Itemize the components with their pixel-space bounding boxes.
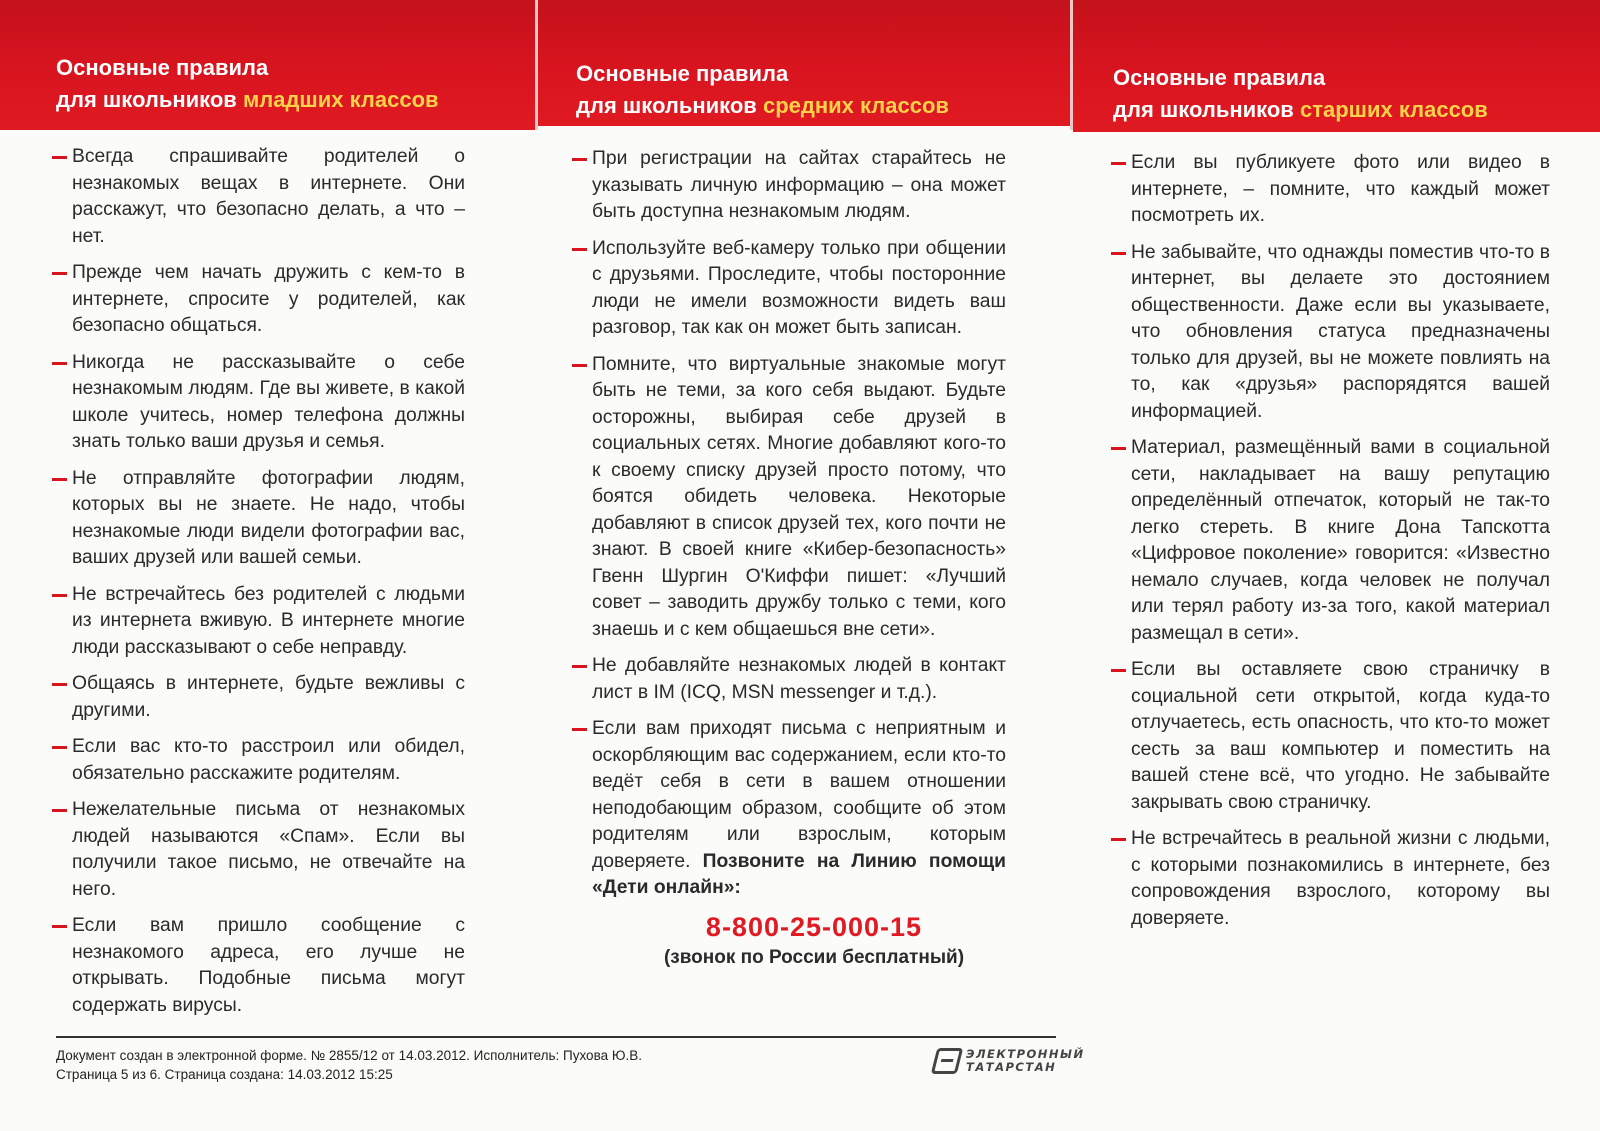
footer-line-2: Страница 5 из 6. Страница создана: 14.03.2012 15:25 [56, 1067, 393, 1082]
rule-item [572, 352, 1006, 644]
header-title-line1: Основные правила [56, 55, 269, 80]
rule-item [52, 734, 465, 787]
dash-bullet-icon [572, 665, 587, 668]
rule-item [52, 350, 465, 456]
dash-bullet-icon [52, 156, 67, 159]
rule-item [1111, 435, 1550, 647]
rules-list [0, 144, 535, 1019]
rule-text: Если вас кто-то расстроил или обидел, обязательно расскажите родителям. [72, 736, 465, 784]
footer-divider [56, 1036, 1056, 1038]
dash-bullet-icon [52, 925, 67, 928]
rule-text: Всегда спрашивайте родителей о незнакомых вещах в интернете. Они расскажут, что безопасно делать, а что – нет. [72, 146, 465, 247]
rule-item [572, 146, 1006, 226]
logo-text-line1: ЭЛЕКТРОННЫЙ [966, 1047, 1085, 1061]
rule-item [52, 797, 465, 903]
helpline-phone: 8-800-25-000-15 [705, 911, 923, 942]
rule-item [1111, 240, 1550, 426]
dash-bullet-icon [572, 364, 587, 367]
rule-text: Не встречайтесь в реальной жизни с людьми, с которыми познакомились в интернете, без сопровождения взрослого, которому вы доверяете. [1131, 828, 1550, 929]
dash-bullet-icon [52, 594, 67, 597]
helpline-call-text: Позвоните на Линию помощи «Дети онлайн»: [592, 850, 1006, 898]
rule-text: Нежелательные письма от незнакомых людей называются «Спам». Если вы получили такое письмо, не отвечайте на него. [72, 799, 465, 900]
rules-list [1073, 150, 1600, 932]
dash-bullet-icon [572, 158, 587, 161]
logo-text-line2: ТАТАРСТАН [966, 1060, 1057, 1074]
rules-list [538, 146, 1070, 902]
column-header [0, 0, 535, 130]
rule-text: Если вам приходят письма с неприятным и оскорбляющим вас содержанием, если кто-то ведёт себя в сети в вашем отношении неподобающим образом, сообщите об этом родителям или взрослым, которым доверяете. [592, 718, 1006, 872]
rule-text: Не встречайтесь без родителей с людьми из интернета вживую. В интернете многие люди рассказывают о себе неправду. [72, 583, 465, 658]
logo-text [966, 1048, 1085, 1074]
logo-mark-icon [931, 1048, 963, 1074]
rule-text: Если вы оставляете свою страничку в социальной сети открытой, когда куда-то отлучаетесь, есть опасность, что кто-то может сесть за ваш компьютер и поместить на вашей стене всё, что угодно. Не забывайте закрывать свою страничку. [1131, 659, 1550, 813]
header-title-line2 [1113, 94, 1600, 126]
rule-item [52, 671, 465, 724]
rule-item [572, 716, 1006, 902]
dash-bullet-icon [572, 728, 587, 731]
dash-bullet-icon [572, 248, 587, 251]
electronic-tatarstan-logo [934, 1048, 1085, 1074]
dash-bullet-icon [52, 809, 67, 812]
dash-bullet-icon [1111, 162, 1126, 165]
rule-item [572, 236, 1006, 342]
column-senior [1073, 0, 1600, 942]
dash-bullet-icon [1111, 447, 1126, 450]
column-middle [538, 0, 1070, 969]
dash-bullet-icon [52, 362, 67, 365]
rule-item [52, 582, 465, 662]
rule-item [572, 653, 1006, 706]
rule-text: Никогда не рассказывайте о себе незнакомым людям. Где вы живете, в какой школе учитесь, номер телефона должны знать только ваши друзья и семья. [72, 351, 465, 452]
rule-text: Не отправляйте фотографии людям, которых вы не знаете. Не надо, чтобы незнакомые люди видели фотографии вас, ваших друзей или вашей семьи. [72, 467, 465, 568]
rule-item [52, 913, 465, 1019]
header-title-line1: Основные правила [576, 61, 789, 86]
rule-item [1111, 150, 1550, 230]
dash-bullet-icon [1111, 252, 1126, 255]
dash-bullet-icon [52, 683, 67, 686]
rule-text: Если вам пришло сообщение с незнакомого адреса, его лучше не открывать. Подобные письма могут содержать вирусы. [72, 915, 465, 1016]
header-title-accent: старших классов [1299, 97, 1488, 122]
header-title-accent: младших классов [242, 87, 439, 112]
dash-bullet-icon [52, 478, 67, 481]
rule-text: При регистрации на сайтах старайтесь не указывать личную информацию – она может быть доступна незнакомым людям. [592, 148, 1006, 222]
helpline-note: (звонок по России бесплатный) [663, 946, 965, 968]
header-title-accent: средних классов [762, 93, 949, 118]
document-footer [56, 1046, 642, 1084]
rule-text: Не добавляйте незнакомых людей в контакт лист в IM (ICQ, MSN messenger и т.д.). [592, 655, 1006, 703]
column-header [1073, 0, 1600, 132]
rule-text: Если вы публикуете фото или видео в интернете, – помните, что каждый может посмотреть их. [1131, 152, 1550, 226]
column-header [538, 0, 1070, 126]
dash-bullet-icon [1111, 669, 1126, 672]
rule-text: Не забывайте, что однажды поместив что-то в интернет, вы делаете это достоянием общественности. Даже если вы указываете, что обновления статуса предназначены только для друзей, вы не можете повлиять на то, как «друзья» распорядятся вашей информацией. [1131, 241, 1550, 422]
rule-item [52, 144, 465, 250]
rule-item [52, 260, 465, 340]
footer-line-1: Документ создан в электронной форме. № 2855/12 от 14.03.2012. Исполнитель: Пухова Ю.В. [56, 1048, 642, 1063]
header-title-prefix: для школьников [1113, 97, 1300, 122]
header-title-prefix: для школьников [576, 93, 763, 118]
header-title-line1: Основные правила [1113, 65, 1326, 90]
header-title-prefix: для школьников [56, 87, 243, 112]
rule-text: Помните, что виртуальные знакомые могут быть не теми, за кого себя выдают. Будьте осторожны, выбирая себе друзей в социальных сетях. Многие добавляют кого-то к своему списку друзей просто потому, что боятся обидеть человека. Некоторые добавляют в список друзей тех, кого почти не знают. В своей книге «Кибер-безопасность» Гвенн Шургин О'Киффи пишет: «Лучший совет – заводить дружбу только с теми, кого знаешь и с кем общаешься вне сети». [592, 353, 1006, 640]
dash-bullet-icon [1111, 838, 1126, 841]
column-junior [0, 0, 535, 1029]
dash-bullet-icon [52, 272, 67, 275]
header-title-line2 [56, 84, 535, 116]
rule-item [52, 466, 465, 572]
dash-bullet-icon [52, 746, 67, 749]
rule-item [1111, 826, 1550, 932]
rule-item [1111, 657, 1550, 816]
rule-text: Материал, размещённый вами в социальной сети, накладывает на вашу репутацию определённый отпечаток, который не так-то легко стереть. В книге Дона Тапскотта «Цифровое поколение» говорится: «Известно немало случаев, когда человек не получал или терял работу из-за того, какой материал размещал в сети». [1131, 437, 1550, 644]
header-title-line2 [576, 90, 1070, 122]
rule-text: Прежде чем начать дружить с кем-то в интернете, спросите у родителей, как безопасно общаться. [72, 262, 465, 336]
rule-text: Используйте веб-камеру только при общении с друзьями. Проследите, чтобы посторонние люди не имели возможности видеть ваш разговор, так как он может быть записан. [592, 237, 1006, 338]
rule-text: Общаясь в интернете, будьте вежливы с другими. [72, 673, 465, 721]
